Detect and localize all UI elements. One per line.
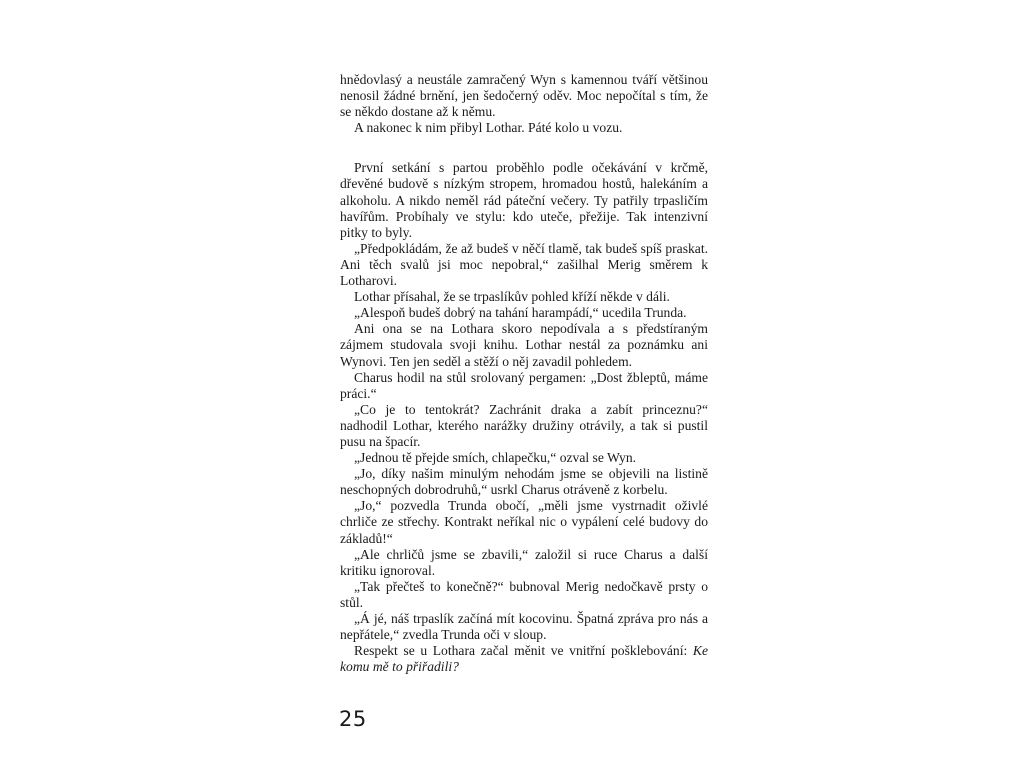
- paragraph: Charus hodil na stůl srolovaný pergamen: „Dost žbleptů, máme práci.“: [340, 369, 708, 401]
- paragraph: „Ale chrličů jsme se zbavili,“ založil si ruce Charus a další kritiku ignoroval.: [340, 546, 708, 578]
- section-break: [340, 136, 708, 160]
- paragraph: První setkání s partou proběhlo podle očekávání v krčmě, dřevěné budově s nízkým stropem, hromadou hostů, halekáním a alkoholu. A nikdo neměl rád páteční večery. Ty patřily trpasličím havířům. Probíhaly ve stylu: kdo uteče, přežije. Tak intenzivní pitky to byly.: [340, 160, 708, 240]
- paragraph: Lothar přísahal, že se trpaslíkův pohled kříží někde v dáli.: [354, 289, 670, 305]
- paragraph: hnědovlasý a neustále zamračený Wyn s kamennou tváří většinou nenosil žádné brnění, jen šedočerný oděv. Moc nepočítal s tím, že se někdo dostane až k němu.: [340, 72, 708, 120]
- paragraph: „Předpokládám, že až budeš v něčí tlamě, tak budeš spíš praskat. Ani těch svalů jsi moc nepobral,“ zašilhal Merig směrem k Lotharovi.: [340, 240, 708, 289]
- paragraph: „Alespoň budeš dobrý na tahání harampádí,“ ucedila Trunda.: [354, 305, 687, 321]
- paragraph-last-text: Respekt se u Lothara začal měnit ve vnitřní pošklebování:: [354, 643, 693, 659]
- paragraph-last: [340, 643, 708, 675]
- paragraph: „Á jé, náš trpaslík začíná mít kocovinu. Špatná zpráva pro nás a nepřátele,“ zvedla Trunda oči v sloup.: [340, 611, 708, 643]
- paragraph: „Jednou tě přejde smích, chlapečku,“ ozval se Wyn.: [354, 450, 637, 466]
- paragraph: „Co je to tentokrát? Zachránit draka a zabít princeznu?“ nadhodil Lothar, kterého narážky družiny otrávily, a tak si pustil pusu na špacír.: [340, 401, 708, 449]
- paragraph-last-italic: Ke komu mě to přiřadili?: [340, 643, 708, 675]
- paragraph: „Jo,“ pozvedla Trunda obočí, „měli jsme vystrnadit oživlé chrliče ze střechy. Kontrakt neříkal nic o vypálení celé budovy do základů!“: [340, 498, 708, 546]
- paragraph: A nakonec k nim přibyl Lothar. Páté kolo u vozu.: [354, 120, 623, 136]
- paragraph: „Jo, díky našim minulým nehodám jsme se objevili na listině neschopných dobrodruhů,“ usrkl Charus otráveně z korbelu.: [340, 466, 708, 498]
- page-number: 25: [339, 707, 367, 731]
- paragraph: „Tak přečteš to konečně?“ bubnoval Merig nedočkavě prsty o stůl.: [340, 578, 708, 610]
- body-text: [340, 72, 708, 675]
- paragraph: Ani ona se na Lothara skoro nepodívala a s předstíraným zájmem studovala svoji knihu. Lothar nestál za poznámku ani Wynovi. Ten jen seděl a stěží o něj zavadil pohledem.: [340, 321, 708, 369]
